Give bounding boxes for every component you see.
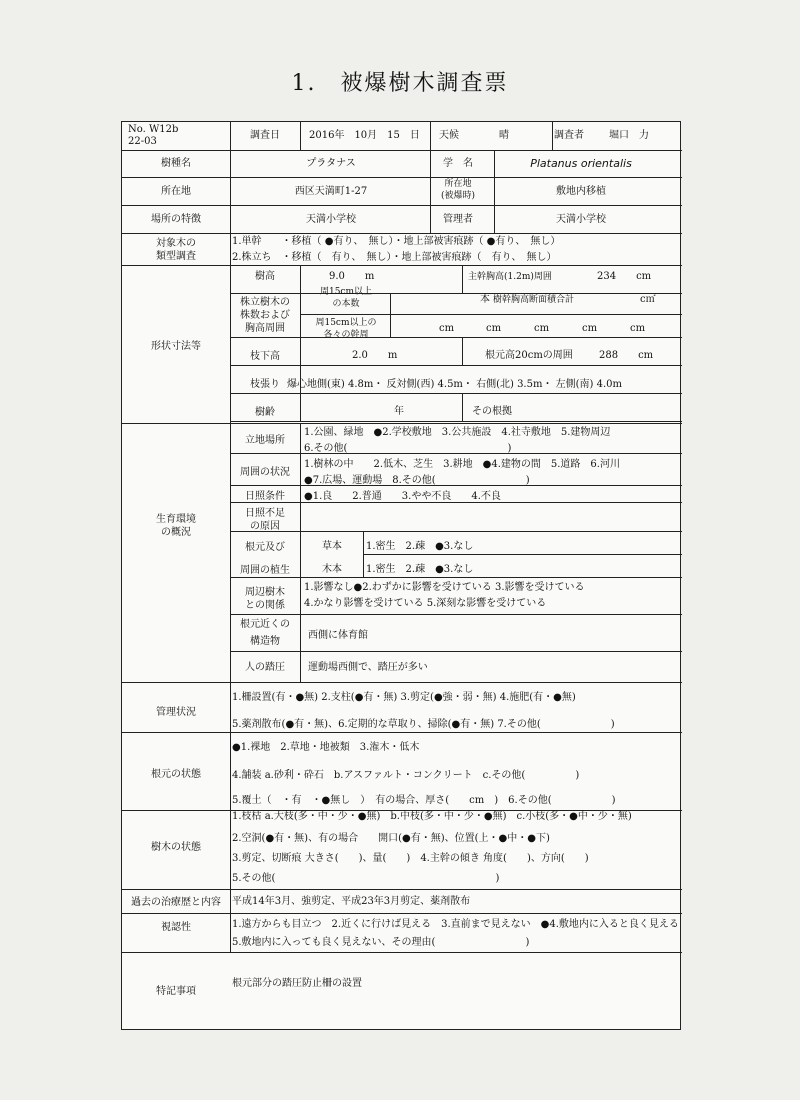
shrub-value: 1.密生 2.疎 ●3.なし bbox=[366, 564, 474, 575]
grid-line bbox=[430, 122, 431, 233]
bomb-location-label-sub: (被爆時) bbox=[440, 191, 476, 201]
management-line-2: 5.薬剤散布(●有・無)、6.定期的な草取り、掃除(●有・無) 7.その他( ) bbox=[232, 719, 615, 730]
visibility-line-1: 1.遠方からも目立つ 2.近くに行けば見える 3.直前まで見えない ●4.敷地内に入ると良く見える bbox=[232, 919, 679, 930]
management-line-1: 1.柵設置(有・●無) 2.支柱(●有・無) 3.剪定(●強・弱・無) 4.施肥(有・●無) bbox=[232, 692, 576, 703]
grid-line bbox=[230, 577, 682, 578]
root-state-line-1: ●1.裸地 2.草地・地被類 3.潅木・低木 bbox=[232, 742, 420, 753]
type-label-sub: 類型調査 bbox=[156, 251, 196, 262]
environment-label-2: の概況 bbox=[161, 527, 191, 538]
age-unit: 年 bbox=[394, 406, 404, 417]
grid-line bbox=[122, 682, 682, 683]
site-type-label: 立地場所 bbox=[245, 435, 285, 446]
grid-line bbox=[230, 365, 682, 366]
grid-line bbox=[122, 150, 682, 151]
grid-line bbox=[363, 554, 682, 555]
site-label: 場所の特徴 bbox=[151, 214, 201, 225]
type-label: 対象木の bbox=[156, 238, 196, 249]
herb-label: 草本 bbox=[322, 541, 342, 552]
environment-label: 生育環境 bbox=[156, 514, 196, 525]
over15-label-2: の本数 bbox=[332, 299, 360, 309]
weather-label: 天候 bbox=[439, 130, 459, 141]
over15-label: 周15cm以上 bbox=[319, 287, 373, 297]
girth-value: 234 cm bbox=[597, 271, 652, 282]
vegetation-label: 根元及び bbox=[245, 542, 285, 553]
scientific-name-label: 学 名 bbox=[443, 158, 473, 169]
neighbor-effect-label: 周辺樹木 bbox=[245, 587, 285, 598]
scientific-name-value: Platanus orientalis bbox=[530, 157, 632, 170]
shade-cause-label-2: の原因 bbox=[250, 521, 280, 532]
grid-line bbox=[122, 889, 682, 890]
grid-line bbox=[230, 293, 682, 294]
grid-line bbox=[300, 314, 682, 315]
grid-line bbox=[230, 393, 682, 394]
management-label: 管理状況 bbox=[156, 707, 196, 718]
tree-state-line-4: 5.その他( ) bbox=[232, 873, 500, 884]
page-title: 1. 被爆樹木調査票 bbox=[291, 71, 509, 96]
clump-label-2: 株数および bbox=[240, 310, 290, 321]
manager-label: 管理者 bbox=[443, 214, 473, 225]
record-number: No. W12b bbox=[128, 124, 179, 135]
surveyor-value: 堀口 力 bbox=[609, 130, 649, 141]
species-value: プラタナス bbox=[306, 158, 356, 169]
age-label: 樹齢 bbox=[255, 407, 275, 418]
weather-value: 晴 bbox=[499, 130, 509, 141]
grid-line bbox=[300, 122, 301, 150]
visibility-label: 視認性 bbox=[161, 922, 191, 933]
surveyor-label: 調査者 bbox=[554, 130, 584, 141]
trampling-label: 人の踏圧 bbox=[245, 662, 285, 673]
vegetation-label-2: 周囲の植生 bbox=[240, 565, 290, 576]
type-single-trunk: 1.単幹 ・移植（ ●有り、 無し）・地上部被害痕跡（ ●有り、 無し） bbox=[232, 236, 561, 247]
site-type-line-1: 1.公園、緑地 ●2.学校敷地 3.公共施設 4.社寺敷地 5.建物周辺 bbox=[304, 427, 611, 438]
girth-label: 主幹胸高(1.2m)周囲 bbox=[468, 272, 552, 282]
count-unit: 本 bbox=[480, 294, 490, 305]
grid-line bbox=[462, 337, 463, 365]
height-label: 樹高 bbox=[255, 271, 275, 282]
bomb-location-label: 所在地 bbox=[444, 179, 472, 189]
spread-label: 枝張り bbox=[250, 379, 280, 390]
grid-line bbox=[122, 265, 682, 266]
trunk-cm-5: cm bbox=[630, 323, 646, 334]
each-trunk-label: 周15cm以上の bbox=[315, 318, 377, 328]
grid-line bbox=[462, 265, 463, 293]
manager-value: 天満小学校 bbox=[556, 214, 606, 225]
grid-line bbox=[363, 531, 364, 577]
grid-line bbox=[462, 393, 463, 421]
tree-state-line-2: 2.空洞(●有・無)、有の場合 開口(●有・無)、位置(上・●中・●下) bbox=[232, 833, 550, 844]
surroundings-line-2: ●7.広場、運動場 8.その他( ) bbox=[304, 475, 530, 486]
dimensions-label: 形状寸法等 bbox=[151, 341, 201, 352]
shade-cause-label: 日照不足 bbox=[245, 508, 285, 519]
neighbor-effect-label-2: との関係 bbox=[245, 600, 285, 611]
grid-line bbox=[122, 913, 682, 914]
sunlight-label: 日照条件 bbox=[245, 491, 285, 502]
history-value: 平成14年3月、強剪定、平成23年3月剪定、薬剤散布 bbox=[232, 896, 471, 907]
root-state-line-3: 5.覆土（ ・有 ・●無し ） 有の場合、厚さ( cm ) 6.その他( ) bbox=[232, 795, 616, 806]
structure-label: 根元近くの bbox=[240, 619, 290, 630]
grid-line bbox=[122, 952, 682, 953]
notes-value: 根元部分の踏圧防止柵の設置 bbox=[232, 978, 362, 989]
trampling-value: 運動場西側で、踏圧が多い bbox=[308, 662, 428, 673]
branch-height-label: 枝下高 bbox=[250, 351, 280, 362]
structure-label-2: 構造物 bbox=[250, 636, 280, 647]
grid-line bbox=[230, 122, 231, 952]
location-value: 西区天満町1-27 bbox=[294, 186, 368, 197]
clump-label: 株立樹木の bbox=[240, 297, 290, 308]
date-label: 調査日 bbox=[250, 130, 280, 141]
history-label: 過去の治療歴と内容 bbox=[131, 897, 221, 908]
trunk-cm-3: cm bbox=[534, 323, 550, 334]
type-multi-trunk: 2.株立ち ・移植（ 有り、 無し）・地上部被害痕跡（ 有り、 無し） bbox=[232, 252, 557, 263]
species-label: 樹種名 bbox=[161, 158, 191, 169]
root-girth-value: 288 cm bbox=[599, 350, 654, 361]
root-state-line-2: 4.舗装 a.砂利・砕石 b.アスファルト・コンクリート c.その他( ) bbox=[232, 770, 580, 781]
grid-line bbox=[230, 614, 682, 615]
grid-line bbox=[230, 531, 682, 532]
tree-state-label: 樹木の状態 bbox=[151, 842, 201, 853]
grid-line bbox=[122, 205, 682, 206]
grid-line bbox=[122, 423, 682, 424]
location-label: 所在地 bbox=[161, 186, 191, 197]
root-state-label: 根元の状態 bbox=[151, 769, 201, 780]
grid-line bbox=[230, 651, 682, 652]
neighbor-effect-line-2: 4.かなり影響を受けている 5.深刻な影響を受けている bbox=[304, 598, 547, 609]
grid-line bbox=[390, 293, 391, 337]
trunk-cm-2: cm bbox=[486, 323, 502, 334]
each-trunk-label-2: 各々の幹周 bbox=[323, 330, 369, 340]
trunk-cm-1: cm bbox=[439, 323, 455, 334]
site-type-line-2: 6.その他( ) bbox=[304, 443, 512, 454]
grid-line bbox=[494, 150, 495, 233]
structure-value: 西側に体育館 bbox=[308, 630, 368, 641]
surroundings-label: 周囲の状況 bbox=[240, 467, 290, 478]
site-value: 天満小学校 bbox=[306, 214, 356, 225]
visibility-line-2: 5.敷地内に入っても良く見えない、その理由( ) bbox=[232, 937, 530, 948]
neighbor-effect-line-1: 1.影響なし●2.わずかに影響を受けている 3.影響を受けている bbox=[304, 582, 585, 593]
clump-label-3: 胸高周囲 bbox=[245, 323, 285, 334]
grid-line bbox=[300, 423, 301, 682]
shrub-label: 木本 bbox=[322, 564, 342, 575]
spread-value: 爆心地側(東) 4.8m・ 反対側(西) 4.5m・ 右側(北) 3.5m・ 左側(南) 4.0m bbox=[287, 379, 623, 390]
tree-state-line-1: 1.枝枯 a.大枝(多・中・少・●無) b.中枝(多・中・少・●無) c.小枝(多・●中・少・無) bbox=[232, 811, 632, 822]
height-value: 9.0 m bbox=[329, 271, 375, 282]
bomb-location-value: 敷地内移植 bbox=[556, 186, 606, 197]
root-girth-label: 根元高20cmの周囲 bbox=[485, 350, 573, 361]
trunk-cm-4: cm bbox=[582, 323, 598, 334]
area-unit: c㎡ bbox=[640, 294, 656, 305]
surroundings-line-1: 1.樹林の中 2.低木、芝生 3.耕地 ●4.建物の間 5.道路 6.河川 bbox=[304, 459, 620, 470]
sunlight-value: ●1.良 2.普通 3.やや不良 4.不良 bbox=[304, 491, 501, 502]
branch-height-value: 2.0 m bbox=[352, 350, 398, 361]
grid-line bbox=[122, 233, 682, 234]
grid-line bbox=[230, 421, 682, 422]
survey-form bbox=[121, 121, 681, 1030]
notes-label: 特記事項 bbox=[156, 986, 196, 997]
area-label: 樹幹胸高断面積合計 bbox=[493, 295, 575, 305]
grid-line bbox=[122, 177, 682, 178]
grid-line bbox=[122, 732, 682, 733]
tree-state-line-3: 3.剪定、切断痕 大きさ( )、量( ) 4.主幹の傾き 角度( )、方向( ) bbox=[232, 853, 589, 864]
age-basis-label: その根拠 bbox=[472, 406, 512, 417]
record-number-sub: 22-03 bbox=[128, 136, 157, 147]
grid-line bbox=[552, 122, 553, 150]
grid-line bbox=[300, 265, 301, 421]
herb-value: 1.密生 2.疎 ●3.なし bbox=[366, 541, 474, 552]
grid-line bbox=[230, 337, 682, 338]
date-value: 2016年 10月 15 日 bbox=[309, 130, 420, 141]
